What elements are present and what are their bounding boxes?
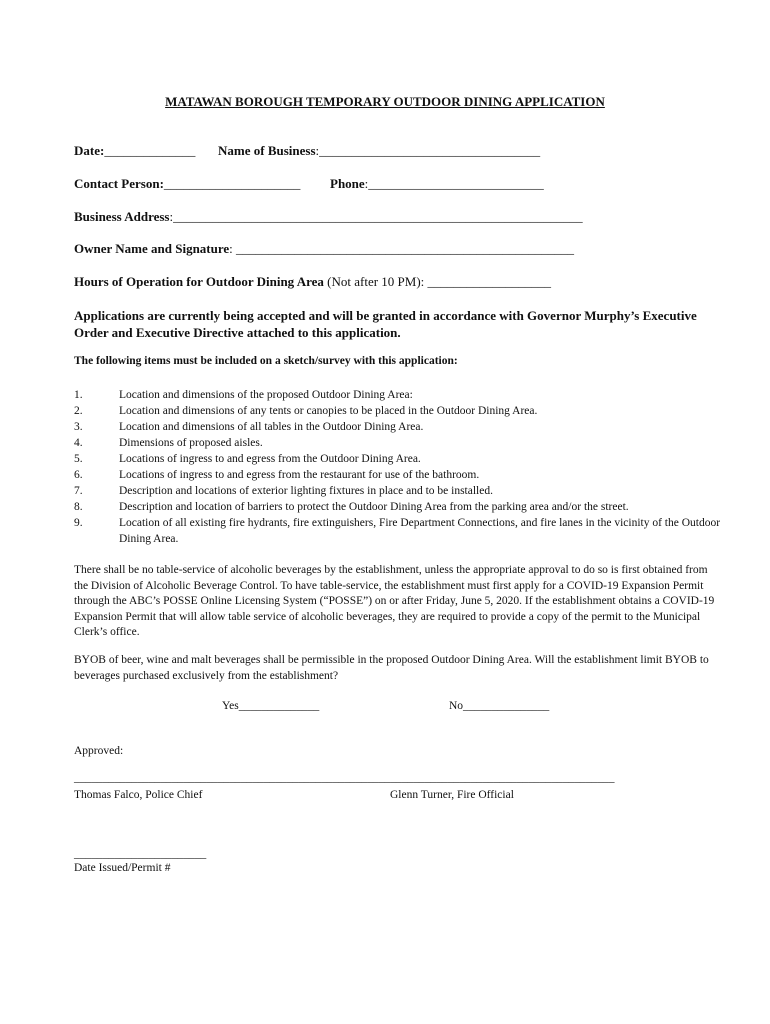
item-text: Dimensions of proposed aisles.	[119, 437, 263, 449]
owner-line[interactable]: : ____________________________________________________	[229, 241, 575, 256]
date-label: Date:	[74, 143, 105, 158]
page-title: MATAWAN BOROUGH TEMPORARY OUTDOOR DINING APPLICATION	[165, 94, 605, 109]
item-number: 9.	[74, 517, 83, 529]
item-text: Description and location of barriers to protect the Outdoor Dining Area from the parking area and/or the street.	[119, 501, 629, 513]
item-number: 2.	[74, 405, 83, 417]
business-name-field[interactable]	[218, 143, 540, 159]
list-item	[74, 499, 724, 515]
item-text: Location and dimensions of any tents or canopies to be placed in the Outdoor Dining Area.	[119, 405, 538, 417]
item-number: 3.	[74, 421, 83, 433]
contact-person-line[interactable]: _____________________	[163, 176, 301, 191]
list-item	[74, 419, 724, 435]
approval-signature-line[interactable]: ______________________________________________________________________________________________	[74, 772, 615, 784]
item-text: Locations of ingress to and egress from the restaurant for use of the bathroom.	[119, 469, 480, 481]
list-item	[74, 387, 724, 403]
hours-label: Hours of Operation for Outdoor Dining Area	[74, 274, 324, 289]
permit-label: Date Issued/Permit #	[74, 862, 171, 874]
business-name-label: Name of Business	[218, 143, 316, 158]
contact-person-label: Contact Person:	[74, 176, 164, 191]
phone-label: Phone	[330, 176, 365, 191]
requirements-list	[74, 387, 724, 547]
notice-paragraph: Applications are currently being accepted and will be granted in accordance with Governor Murphy’s Executive Order and Executive Directive attached to this application.	[74, 308, 697, 340]
item-text: Location of all existing fire hydrants, fire extinguishers, Fire Department Connections, and fire lanes in the vicinity of the Outdoor Dining Area.	[119, 517, 721, 545]
item-number: 7.	[74, 485, 83, 497]
contact-person-field[interactable]	[74, 176, 300, 192]
item-text: Locations of ingress to and egress from the Outdoor Dining Area.	[119, 453, 421, 465]
owner-label: Owner Name and Signature	[74, 241, 230, 256]
date-line[interactable]: ______________	[104, 143, 196, 158]
yes-option[interactable]: Yes______________	[222, 700, 320, 712]
item-number: 1.	[74, 389, 83, 401]
phone-line[interactable]: :___________________________	[364, 176, 544, 191]
alcohol-paragraph: There shall be no table-service of alcoholic beverages by the establishment, unless the appropriate approval to do so is first obtained from the Division of Alcoholic Beverage Control. To have table-service, the establishment must first apply for a COVID-19 Expansion Permit through the ABC’s POSSE Online Licensing System (“POSSE”) on or after Friday, June 5, 2020. If the establishment obtains a COVID-19 Expansion Permit that will allow table service of alcoholic beverages, they are required to provide a copy of the permit to the Municipal Clerk’s office.	[74, 564, 715, 638]
fire-official-label: Glenn Turner, Fire Official	[390, 789, 514, 801]
item-number: 5.	[74, 453, 83, 465]
item-number: 4.	[74, 437, 83, 449]
hours-note[interactable]: (Not after 10 PM): ___________________	[323, 274, 552, 289]
list-item	[74, 403, 724, 419]
item-text: Description and locations of exterior lighting fixtures in place and to be installed.	[119, 485, 493, 497]
items-heading: The following items must be included on a sketch/survey with this application:	[74, 355, 458, 367]
byob-paragraph: BYOB of beer, wine and malt beverages shall be permissible in the proposed Outdoor Dining Area. Will the establishment limit BYOB to beverages purchased exclusively from the establishment?	[74, 654, 709, 682]
phone-field[interactable]	[330, 176, 544, 192]
list-item	[74, 483, 724, 499]
business-address-label: Business Address	[74, 209, 170, 224]
item-text: Location and dimensions of the proposed Outdoor Dining Area:	[119, 389, 413, 401]
item-number: 6.	[74, 469, 83, 481]
business-name-line[interactable]: :__________________________________	[315, 143, 541, 158]
list-item	[74, 515, 724, 547]
owner-field[interactable]	[74, 241, 574, 257]
business-address-field[interactable]	[74, 209, 583, 225]
hours-field[interactable]	[74, 274, 551, 290]
item-number: 8.	[74, 501, 83, 513]
no-option[interactable]: No_______________	[449, 700, 550, 712]
list-item	[74, 467, 724, 483]
approved-label: Approved:	[74, 745, 124, 757]
list-item	[74, 435, 724, 451]
item-text: Location and dimensions of all tables in the Outdoor Dining Area.	[119, 421, 424, 433]
permit-line[interactable]: _______________________	[74, 848, 207, 860]
police-chief-label: Thomas Falco, Police Chief	[74, 789, 203, 801]
date-field[interactable]	[74, 143, 195, 159]
business-address-line[interactable]: :_______________________________________________________________	[169, 209, 583, 224]
list-item	[74, 451, 724, 467]
